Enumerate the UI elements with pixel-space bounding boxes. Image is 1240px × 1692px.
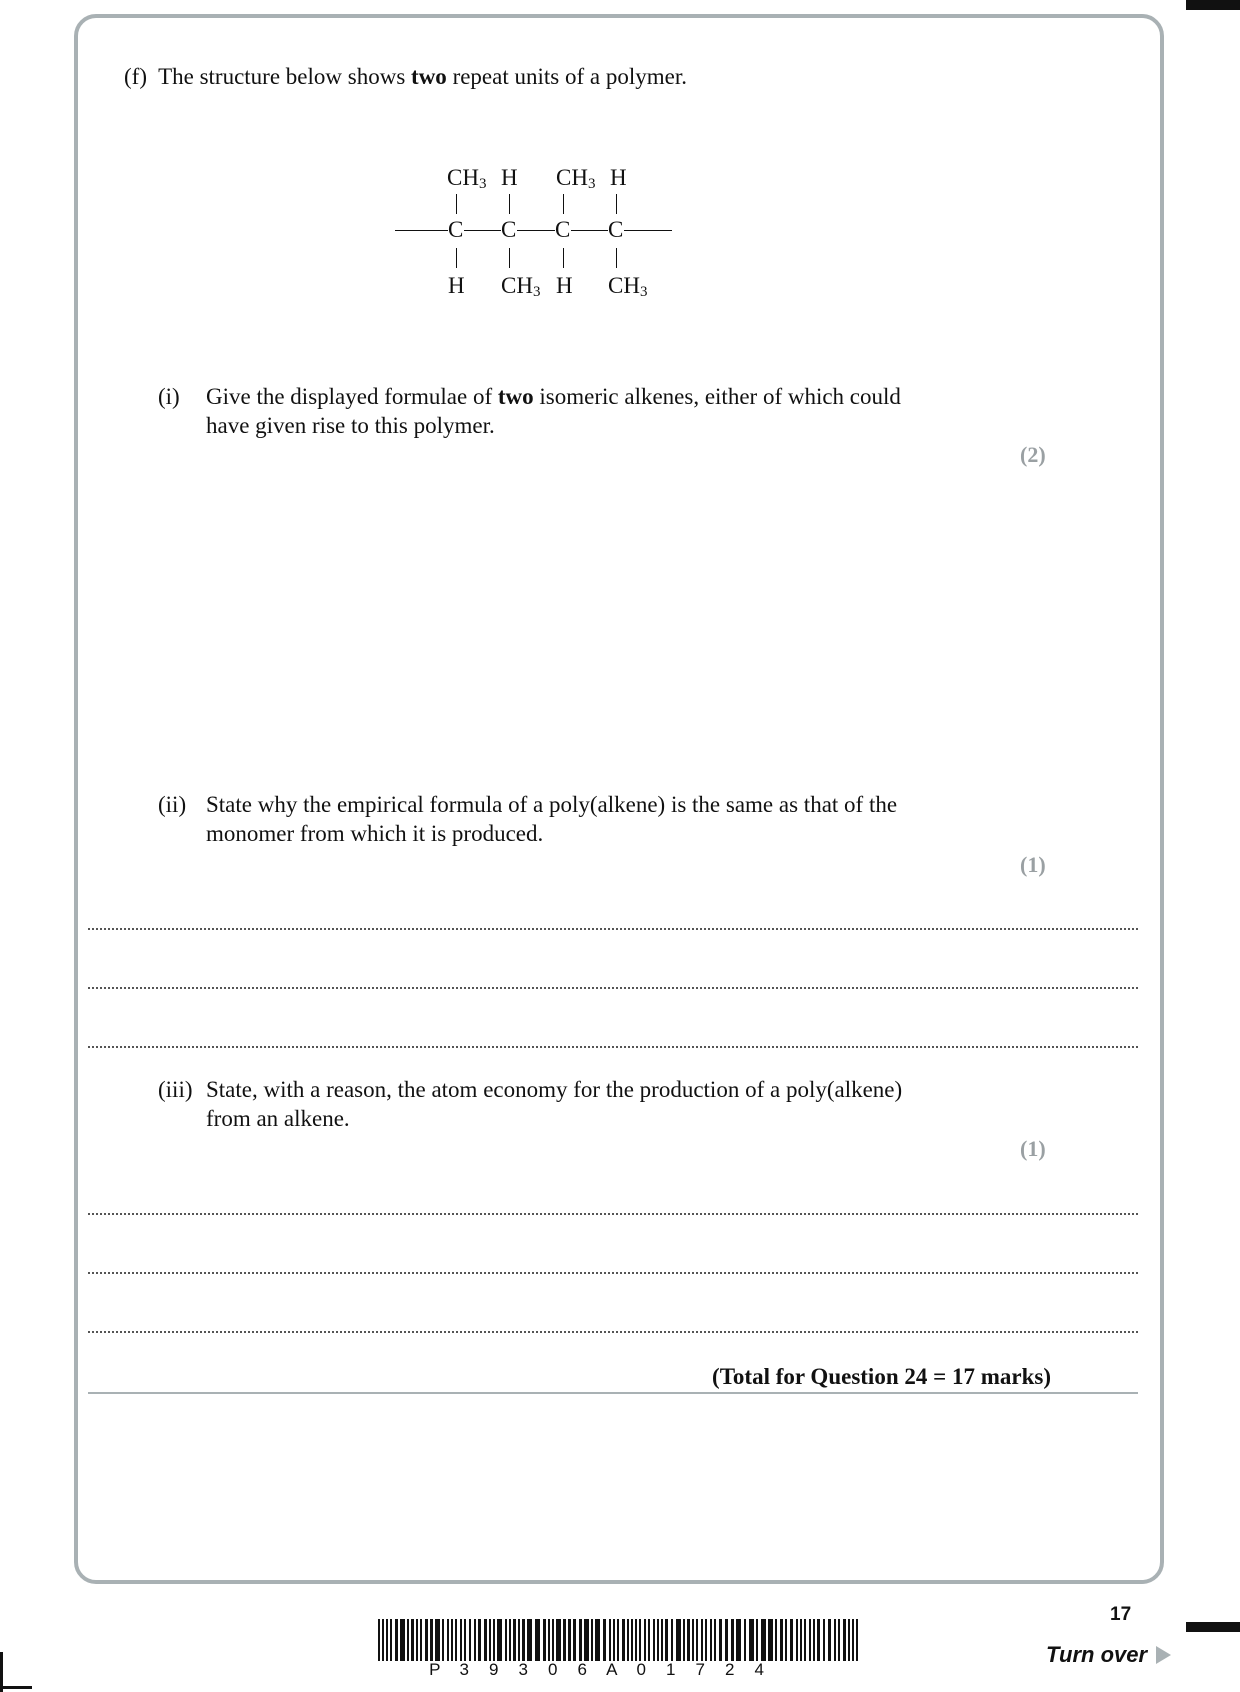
bond-top-4 bbox=[616, 194, 617, 214]
barcode-bar bbox=[701, 1619, 703, 1661]
bond-bottom-1 bbox=[456, 248, 457, 268]
structure-bottom-4: $CH_3$ bbox=[608, 273, 648, 300]
barcode-bar bbox=[665, 1619, 668, 1661]
part-i-line1: Give the displayed formulae of two isomeric alkenes, either of which could bbox=[206, 384, 901, 409]
question-f-text-b: repeat units of a polymer. bbox=[446, 64, 687, 89]
barcode-bar bbox=[527, 1619, 532, 1661]
barcode-bar bbox=[617, 1619, 619, 1661]
part-i-marks: (2) bbox=[1020, 442, 1046, 467]
part-i-line2: have given rise to this polymer. bbox=[206, 413, 495, 438]
barcode-bar bbox=[671, 1619, 673, 1661]
structure-bottom-1: H bbox=[448, 273, 465, 298]
barcode-bar bbox=[573, 1619, 576, 1661]
bond-chain-start bbox=[395, 230, 448, 231]
barcode-bar bbox=[497, 1619, 502, 1661]
barcode-char: 1 bbox=[666, 1660, 676, 1679]
question-f-label: (f) bbox=[124, 64, 147, 89]
barcode-char: 9 bbox=[489, 1660, 499, 1679]
barcode-bar bbox=[513, 1619, 516, 1661]
barcode-bar bbox=[627, 1619, 629, 1661]
answer-line[interactable] bbox=[88, 928, 1138, 930]
barcode-bar bbox=[493, 1619, 495, 1661]
structure-bottom-2: $CH_3$ bbox=[501, 273, 541, 300]
barcode-bar bbox=[714, 1619, 716, 1661]
barcode-char: 7 bbox=[695, 1660, 705, 1679]
barcode-bar bbox=[639, 1619, 641, 1661]
barcode-bar bbox=[451, 1619, 453, 1661]
barcode-bar bbox=[631, 1619, 633, 1661]
part-iii-line2: from an alkene. bbox=[206, 1106, 350, 1131]
barcode-bar bbox=[790, 1619, 793, 1661]
question-f-text-bold: two bbox=[411, 64, 447, 89]
barcode-bar bbox=[785, 1619, 787, 1661]
barcode-bar bbox=[548, 1619, 550, 1661]
barcode-bar bbox=[390, 1619, 392, 1661]
barcode-bar bbox=[509, 1619, 511, 1661]
barcode-bar bbox=[522, 1619, 525, 1661]
barcode-bar bbox=[848, 1619, 850, 1661]
bond-chain-end bbox=[624, 230, 672, 231]
part-ii-line2: monomer from which it is produced. bbox=[206, 821, 544, 846]
barcode-bar bbox=[603, 1619, 606, 1661]
barcode-bar bbox=[400, 1619, 405, 1661]
barcode-bar bbox=[676, 1619, 681, 1661]
barcode-bar bbox=[474, 1619, 476, 1661]
barcode-bar bbox=[804, 1619, 806, 1661]
part-i-label: (i) bbox=[158, 384, 180, 409]
barcode-bar bbox=[378, 1619, 380, 1661]
barcode-bar bbox=[813, 1619, 815, 1661]
question-f-text-a: The structure below shows bbox=[158, 64, 412, 89]
barcode-bar bbox=[692, 1619, 694, 1661]
barcode-bar bbox=[775, 1619, 777, 1661]
structure-top-3: $CH_3$ bbox=[556, 165, 596, 192]
barcode-bar bbox=[411, 1619, 414, 1661]
bond-c3-c4 bbox=[571, 230, 608, 231]
barcode-char: 3 bbox=[459, 1660, 469, 1679]
part-ii-label: (ii) bbox=[158, 792, 187, 817]
barcode-char: A bbox=[606, 1660, 618, 1679]
barcode-bar bbox=[430, 1619, 433, 1661]
barcode-bar bbox=[736, 1619, 741, 1661]
part-iii-marks: (1) bbox=[1020, 1136, 1046, 1161]
polymer-structure bbox=[395, 160, 685, 310]
barcode-bar bbox=[386, 1619, 388, 1661]
carbon-2: C bbox=[501, 217, 517, 242]
barcode-bar bbox=[416, 1619, 418, 1661]
bond-top-2 bbox=[509, 194, 510, 214]
barcode-bar bbox=[518, 1619, 520, 1661]
barcode-char: 2 bbox=[725, 1660, 735, 1679]
barcode-bar bbox=[447, 1619, 449, 1661]
barcode-bar bbox=[484, 1619, 487, 1661]
barcode-bar bbox=[469, 1619, 471, 1661]
barcode-bar bbox=[817, 1619, 820, 1661]
barcode-char: 6 bbox=[577, 1660, 587, 1679]
registration-mark-bottom-right bbox=[1186, 1622, 1240, 1632]
barcode-bar bbox=[464, 1619, 466, 1661]
barcode-bar bbox=[653, 1619, 655, 1661]
turn-over-arrow-icon bbox=[1156, 1646, 1171, 1664]
barcode-bar bbox=[543, 1619, 546, 1661]
part-ii-line1: State why the empirical formula of a poly(alkene) is the same as that of the bbox=[206, 792, 898, 817]
barcode-bar bbox=[696, 1619, 698, 1661]
barcode-bar bbox=[800, 1619, 802, 1661]
barcode-bar bbox=[705, 1619, 707, 1661]
barcode-text bbox=[420, 1660, 774, 1680]
barcode-bar bbox=[856, 1619, 858, 1661]
registration-mark-bottom-left-h bbox=[0, 1686, 32, 1689]
barcode-bar bbox=[460, 1619, 462, 1661]
barcode-bar bbox=[756, 1619, 758, 1661]
total-rule bbox=[88, 1392, 1138, 1394]
barcode-bar bbox=[725, 1619, 728, 1661]
barcode-bar bbox=[768, 1619, 773, 1661]
carbon-1: C bbox=[448, 217, 464, 242]
bond-bottom-4 bbox=[616, 248, 617, 268]
barcode-bar bbox=[719, 1619, 722, 1661]
barcode-bar bbox=[420, 1619, 422, 1661]
barcode-bar bbox=[455, 1619, 457, 1661]
answer-line[interactable] bbox=[88, 987, 1138, 989]
barcode-char: 4 bbox=[754, 1660, 764, 1679]
barcode-bar bbox=[584, 1619, 589, 1661]
barcode-bar bbox=[683, 1619, 685, 1661]
barcode-bar bbox=[568, 1619, 571, 1661]
barcode-bar bbox=[761, 1619, 766, 1661]
barcode-bar bbox=[710, 1619, 712, 1661]
bond-bottom-2 bbox=[509, 248, 510, 268]
barcode-bar bbox=[395, 1619, 398, 1661]
bond-c2-c3 bbox=[517, 230, 555, 231]
barcode-bar bbox=[744, 1619, 746, 1661]
part-iii-line1: State, with a reason, the atom economy for the production of a poly(alkene) bbox=[206, 1077, 903, 1102]
structure-top-1: $CH_3$ bbox=[447, 165, 487, 192]
registration-mark-top-right bbox=[1186, 0, 1240, 10]
barcode-bar bbox=[478, 1619, 481, 1661]
barcode-bar bbox=[613, 1619, 615, 1661]
barcode-char: 0 bbox=[548, 1660, 558, 1679]
barcode-bar bbox=[435, 1619, 440, 1661]
answer-line[interactable] bbox=[88, 1213, 1138, 1215]
bond-top-3 bbox=[563, 194, 564, 214]
barcode-bar bbox=[843, 1619, 846, 1661]
barcode-bar bbox=[425, 1619, 428, 1661]
turn-over-label: Turn over bbox=[1046, 1642, 1148, 1667]
barcode-bar bbox=[657, 1619, 659, 1661]
bond-top-1 bbox=[456, 194, 457, 214]
part-ii-marks: (1) bbox=[1020, 852, 1046, 877]
structure-top-4: H bbox=[610, 165, 627, 190]
page-number: 17 bbox=[1110, 1604, 1132, 1625]
barcode-bar bbox=[644, 1619, 646, 1661]
barcode-bar bbox=[407, 1619, 409, 1661]
barcode-image bbox=[378, 1619, 862, 1661]
barcode-bar bbox=[796, 1619, 798, 1661]
barcode-bar bbox=[749, 1619, 754, 1661]
answer-line[interactable] bbox=[88, 1046, 1138, 1048]
barcode-bar bbox=[442, 1619, 444, 1661]
barcode-bar bbox=[556, 1619, 561, 1661]
barcode-bar bbox=[661, 1619, 663, 1661]
barcode-bar bbox=[809, 1619, 811, 1661]
bond-c1-c2 bbox=[464, 230, 501, 231]
barcode-bar bbox=[828, 1619, 831, 1661]
barcode-bar bbox=[823, 1619, 825, 1661]
barcode-char: 3 bbox=[518, 1660, 528, 1679]
barcode-bar bbox=[648, 1619, 650, 1661]
answer-line[interactable] bbox=[88, 1331, 1138, 1333]
structure-top-2: H bbox=[501, 165, 518, 190]
barcode-bar bbox=[591, 1619, 593, 1661]
structure-bottom-3: H bbox=[556, 273, 573, 298]
barcode-char: P bbox=[429, 1660, 441, 1679]
barcode-bar bbox=[622, 1619, 625, 1661]
question-total: (Total for Question 24 = 17 marks) bbox=[712, 1364, 1051, 1389]
barcode-bar bbox=[579, 1619, 582, 1661]
part-iii-label: (iii) bbox=[158, 1077, 193, 1102]
barcode-bar bbox=[838, 1619, 840, 1661]
barcode-bar bbox=[382, 1619, 384, 1661]
barcode-bar bbox=[852, 1619, 854, 1661]
barcode-bar bbox=[595, 1619, 600, 1661]
barcode-char: 0 bbox=[636, 1660, 646, 1679]
barcode-bar bbox=[780, 1619, 783, 1661]
bond-bottom-3 bbox=[563, 248, 564, 268]
barcode-bar bbox=[609, 1619, 611, 1661]
barcode-bar bbox=[563, 1619, 566, 1661]
barcode-bar bbox=[505, 1619, 507, 1661]
carbon-4: C bbox=[608, 217, 624, 242]
question-f-intro bbox=[124, 62, 687, 91]
answer-line[interactable] bbox=[88, 1272, 1138, 1274]
barcode-bar bbox=[489, 1619, 491, 1661]
barcode-bar bbox=[731, 1619, 734, 1661]
barcode-bar bbox=[687, 1619, 690, 1661]
barcode-bar bbox=[635, 1619, 637, 1661]
barcode-bar bbox=[535, 1619, 540, 1661]
barcode-bar bbox=[834, 1619, 836, 1661]
carbon-3: C bbox=[555, 217, 571, 242]
barcode-bar bbox=[552, 1619, 554, 1661]
